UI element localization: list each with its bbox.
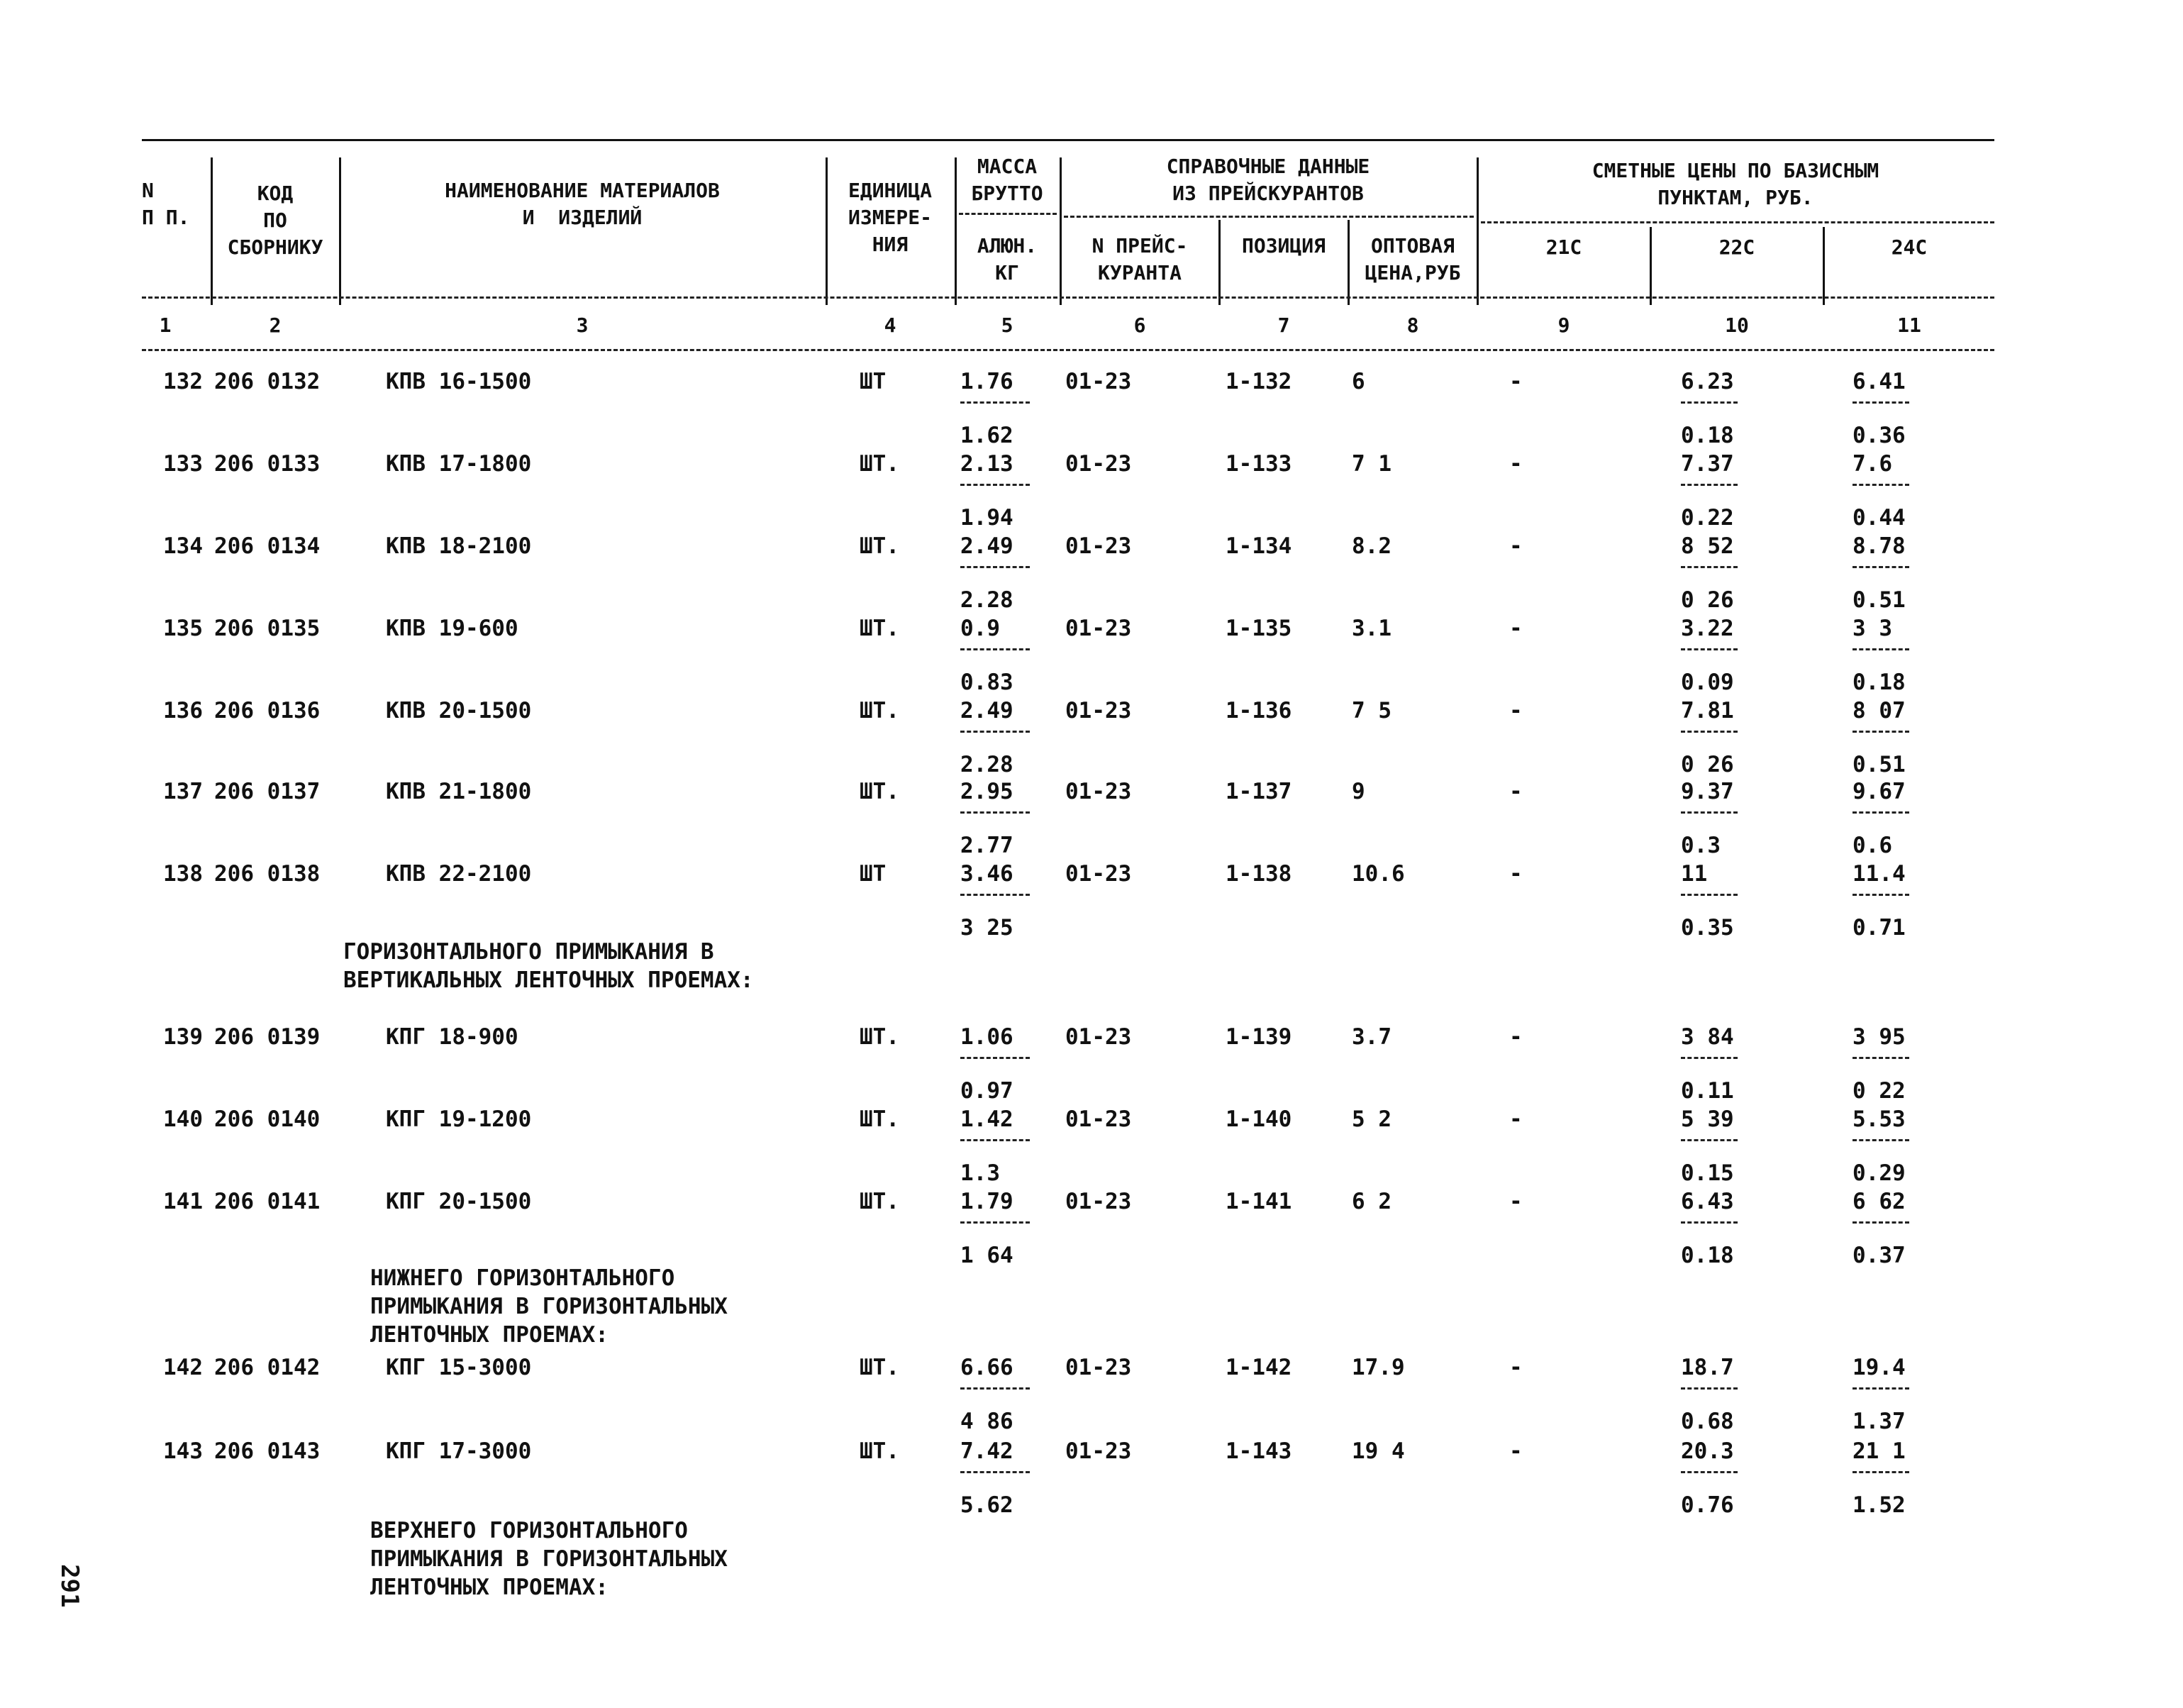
row-name: КПВ 18-2100 bbox=[386, 533, 532, 559]
row-position: 1-141 bbox=[1226, 1189, 1292, 1214]
fraction-divider bbox=[960, 1221, 1030, 1224]
row-22c-alt: 0 26 bbox=[1681, 587, 1734, 613]
fraction-divider bbox=[1853, 1057, 1909, 1059]
row-wholesale: 3.7 bbox=[1352, 1024, 1392, 1050]
row-24c-alt: 0.71 bbox=[1853, 915, 1906, 941]
fraction-divider bbox=[960, 1387, 1030, 1390]
row-22c: 20.3 bbox=[1681, 1438, 1734, 1464]
row-wholesale: 10.6 bbox=[1352, 861, 1405, 887]
column-number: 7 bbox=[1277, 314, 1290, 337]
row-24c-alt: 1.37 bbox=[1853, 1409, 1906, 1434]
row-22c: 7.81 bbox=[1681, 698, 1734, 723]
row-wholesale: 5 2 bbox=[1352, 1107, 1392, 1132]
fraction-divider bbox=[1681, 1221, 1738, 1224]
row-mass-alt: 2.28 bbox=[960, 587, 1013, 613]
fraction-divider bbox=[1681, 484, 1738, 486]
row-pricelist: 01-23 bbox=[1065, 451, 1132, 477]
row-number: 138 bbox=[163, 861, 203, 887]
row-wholesale: 8.2 bbox=[1352, 533, 1392, 559]
row-mass-alt: 1.94 bbox=[960, 505, 1013, 531]
column-number: 2 bbox=[269, 314, 282, 337]
header-col-pricelist: N ПРЕЙС- КУРАНТА bbox=[1092, 234, 1188, 284]
row-number: 142 bbox=[163, 1355, 203, 1380]
header-col-mass-unit: АЛЮН. КГ bbox=[977, 234, 1038, 284]
row-wholesale: 19 4 bbox=[1352, 1438, 1405, 1464]
fraction-divider bbox=[1853, 648, 1909, 650]
row-21c: - bbox=[1509, 1107, 1523, 1132]
fraction-divider bbox=[960, 648, 1030, 650]
row-22c: 9.37 bbox=[1681, 779, 1734, 804]
row-name: КПВ 17-1800 bbox=[386, 451, 532, 477]
row-code: 206 0135 bbox=[214, 616, 321, 641]
row-number: 133 bbox=[163, 451, 203, 477]
row-position: 1-142 bbox=[1226, 1355, 1292, 1380]
row-24c-alt: 1.52 bbox=[1853, 1492, 1906, 1518]
column-number: 1 bbox=[159, 314, 172, 337]
fraction-divider bbox=[960, 1057, 1030, 1059]
header-col-mass: МАССА БРУТТО bbox=[971, 155, 1043, 205]
row-22c-alt: 0.76 bbox=[1681, 1492, 1734, 1518]
row-22c: 3 84 bbox=[1681, 1024, 1734, 1050]
header-col-unit: ЕДИНИЦА ИЗМЕРЕ- НИЯ bbox=[848, 179, 932, 256]
row-mass-alt: 1.62 bbox=[960, 423, 1013, 448]
section-title: НИЖНЕГО ГОРИЗОНТАЛЬНОГО ПРИМЫКАНИЯ В ГОРИЗОНТАЛЬНЫХ ЛЕНТОЧНЫХ ПРОЕМАХ: bbox=[370, 1265, 728, 1348]
row-wholesale: 7 1 bbox=[1352, 451, 1392, 477]
fraction-divider bbox=[960, 566, 1030, 568]
row-wholesale: 7 5 bbox=[1352, 698, 1392, 723]
row-24c: 11.4 bbox=[1853, 861, 1906, 887]
column-number: 5 bbox=[1001, 314, 1013, 337]
row-code: 206 0143 bbox=[214, 1438, 321, 1464]
row-mass: 6.66 bbox=[960, 1355, 1013, 1380]
row-24c-alt: 0.44 bbox=[1853, 505, 1906, 531]
row-mass-alt: 0.97 bbox=[960, 1078, 1013, 1104]
row-mass-alt: 3 25 bbox=[960, 915, 1013, 941]
section-title: ГОРИЗОНТАЛЬНОГО ПРИМЫКАНИЯ В ВЕРТИКАЛЬНЫХ ЛЕНТОЧНЫХ ПРОЕМАХ: bbox=[343, 939, 754, 993]
row-mass: 1.76 bbox=[960, 369, 1013, 394]
row-21c: - bbox=[1509, 1438, 1523, 1464]
row-22c-alt: 0.18 bbox=[1681, 423, 1734, 448]
row-22c-alt: 0.15 bbox=[1681, 1160, 1734, 1186]
header-rule bbox=[959, 213, 1057, 215]
row-position: 1-143 bbox=[1226, 1438, 1292, 1464]
row-code: 206 0133 bbox=[214, 451, 321, 477]
fraction-divider bbox=[960, 1139, 1030, 1141]
row-code: 206 0141 bbox=[214, 1189, 321, 1214]
row-22c: 6.43 bbox=[1681, 1189, 1734, 1214]
row-21c: - bbox=[1509, 779, 1523, 804]
row-number: 135 bbox=[163, 616, 203, 641]
fraction-divider bbox=[960, 731, 1030, 733]
row-24c: 8 07 bbox=[1853, 698, 1906, 723]
row-21c: - bbox=[1509, 698, 1523, 723]
row-mass: 1.42 bbox=[960, 1107, 1013, 1132]
column-number: 10 bbox=[1725, 314, 1749, 337]
row-21c: - bbox=[1509, 861, 1523, 887]
fraction-divider bbox=[1853, 1471, 1909, 1473]
row-position: 1-139 bbox=[1226, 1024, 1292, 1050]
fraction-divider bbox=[1681, 894, 1738, 896]
row-unit: ШТ. bbox=[860, 533, 899, 559]
row-name: КПВ 21-1800 bbox=[386, 779, 532, 804]
row-number: 134 bbox=[163, 533, 203, 559]
row-position: 1-137 bbox=[1226, 779, 1292, 804]
row-unit: ШТ. bbox=[860, 616, 899, 641]
row-position: 1-138 bbox=[1226, 861, 1292, 887]
row-21c: - bbox=[1509, 533, 1523, 559]
row-22c-alt: 0.22 bbox=[1681, 505, 1734, 531]
row-22c: 3.22 bbox=[1681, 616, 1734, 641]
row-position: 1-132 bbox=[1226, 369, 1292, 394]
row-22c: 5 39 bbox=[1681, 1107, 1734, 1132]
row-name: КПВ 19-600 bbox=[386, 616, 518, 641]
row-24c: 6 62 bbox=[1853, 1189, 1906, 1214]
fraction-divider bbox=[1681, 1387, 1738, 1390]
row-21c: - bbox=[1509, 451, 1523, 477]
row-22c: 6.23 bbox=[1681, 369, 1734, 394]
row-mass: 1.79 bbox=[960, 1189, 1013, 1214]
row-22c: 11 bbox=[1681, 861, 1708, 887]
row-unit: ШТ bbox=[860, 861, 887, 887]
row-mass-alt: 1.3 bbox=[960, 1160, 1000, 1186]
row-pricelist: 01-23 bbox=[1065, 533, 1132, 559]
fraction-divider bbox=[1853, 1221, 1909, 1224]
row-mass: 2.13 bbox=[960, 451, 1013, 477]
row-name: КПГ 18-900 bbox=[386, 1024, 518, 1050]
row-24c-alt: 0 22 bbox=[1853, 1078, 1906, 1104]
row-code: 206 0136 bbox=[214, 698, 321, 723]
row-pricelist: 01-23 bbox=[1065, 1355, 1132, 1380]
fraction-divider bbox=[1853, 1387, 1909, 1390]
row-unit: ШТ. bbox=[860, 1189, 899, 1214]
row-pricelist: 01-23 bbox=[1065, 698, 1132, 723]
row-pricelist: 01-23 bbox=[1065, 861, 1132, 887]
fraction-divider bbox=[1681, 811, 1738, 814]
row-position: 1-135 bbox=[1226, 616, 1292, 641]
row-code: 206 0137 bbox=[214, 779, 321, 804]
row-mass: 7.42 bbox=[960, 1438, 1013, 1464]
row-mass-alt: 2.77 bbox=[960, 833, 1013, 858]
fraction-divider bbox=[1853, 1139, 1909, 1141]
row-mass: 2.49 bbox=[960, 533, 1013, 559]
row-code: 206 0138 bbox=[214, 861, 321, 887]
row-pricelist: 01-23 bbox=[1065, 1107, 1132, 1132]
row-24c: 7.6 bbox=[1853, 451, 1892, 477]
row-number: 139 bbox=[163, 1024, 203, 1050]
row-24c-alt: 0.37 bbox=[1853, 1243, 1906, 1268]
row-code: 206 0139 bbox=[214, 1024, 321, 1050]
row-number: 136 bbox=[163, 698, 203, 723]
row-22c-alt: 0 26 bbox=[1681, 752, 1734, 777]
row-mass-alt: 5.62 bbox=[960, 1492, 1013, 1518]
row-name: КПВ 16-1500 bbox=[386, 369, 532, 394]
row-unit: ШТ. bbox=[860, 1355, 899, 1380]
column-number: 6 bbox=[1133, 314, 1146, 337]
row-22c: 7.37 bbox=[1681, 451, 1734, 477]
row-name: КПВ 22-2100 bbox=[386, 861, 532, 887]
row-24c: 8.78 bbox=[1853, 533, 1906, 559]
header-price-group: СМЕТНЫЕ ЦЕНЫ ПО БАЗИСНЫМ ПУНКТАМ, РУБ. bbox=[1592, 159, 1879, 209]
row-number: 141 bbox=[163, 1189, 203, 1214]
row-position: 1-140 bbox=[1226, 1107, 1292, 1132]
row-mass-alt: 1 64 bbox=[960, 1243, 1013, 1268]
header-col-name: НАИМЕНОВАНИЕ МАТЕРИАЛОВ И ИЗДЕЛИЙ bbox=[445, 179, 720, 229]
row-24c: 3 3 bbox=[1853, 616, 1892, 641]
row-pricelist: 01-23 bbox=[1065, 1189, 1132, 1214]
row-21c: - bbox=[1509, 1024, 1523, 1050]
fraction-divider bbox=[960, 811, 1030, 814]
row-wholesale: 3.1 bbox=[1352, 616, 1392, 641]
header-col-24c: 24С bbox=[1891, 235, 1928, 259]
row-24c-alt: 0.29 bbox=[1853, 1160, 1906, 1186]
fraction-divider bbox=[960, 401, 1030, 404]
row-code: 206 0134 bbox=[214, 533, 321, 559]
header-rule bbox=[142, 296, 1994, 299]
row-wholesale: 6 bbox=[1352, 369, 1365, 394]
fraction-divider bbox=[1681, 648, 1738, 650]
row-unit: ШТ. bbox=[860, 698, 899, 723]
row-name: КПГ 17-3000 bbox=[386, 1438, 532, 1464]
row-mass-alt: 2.28 bbox=[960, 752, 1013, 777]
header-rule bbox=[1064, 216, 1474, 218]
row-name: КПГ 20-1500 bbox=[386, 1189, 532, 1214]
fraction-divider bbox=[1681, 731, 1738, 733]
header-rule bbox=[1481, 221, 1994, 223]
row-21c: - bbox=[1509, 616, 1523, 641]
column-number: 9 bbox=[1557, 314, 1570, 337]
header-col-22c: 22С bbox=[1718, 235, 1755, 259]
row-24c-alt: 0.6 bbox=[1853, 833, 1892, 858]
row-position: 1-136 bbox=[1226, 698, 1292, 723]
row-mass: 0.9 bbox=[960, 616, 1000, 641]
fraction-divider bbox=[1853, 811, 1909, 814]
row-mass: 2.49 bbox=[960, 698, 1013, 723]
row-pricelist: 01-23 bbox=[1065, 779, 1132, 804]
row-pricelist: 01-23 bbox=[1065, 1438, 1132, 1464]
row-22c-alt: 0.35 bbox=[1681, 915, 1734, 941]
row-mass-alt: 0.83 bbox=[960, 670, 1013, 695]
row-22c-alt: 0.11 bbox=[1681, 1078, 1734, 1104]
row-name: КПГ 19-1200 bbox=[386, 1107, 532, 1132]
fraction-divider bbox=[1681, 1057, 1738, 1059]
column-number: 11 bbox=[1897, 314, 1921, 337]
row-name: КПВ 20-1500 bbox=[386, 698, 532, 723]
row-pricelist: 01-23 bbox=[1065, 616, 1132, 641]
fraction-divider bbox=[1681, 401, 1738, 404]
row-24c-alt: 0.36 bbox=[1853, 423, 1906, 448]
row-21c: - bbox=[1509, 1189, 1523, 1214]
row-unit: ШТ. bbox=[860, 1438, 899, 1464]
row-22c-alt: 0.18 bbox=[1681, 1243, 1734, 1268]
page-number: 291 bbox=[55, 1564, 84, 1608]
fraction-divider bbox=[1681, 566, 1738, 568]
row-unit: ШТ. bbox=[860, 451, 899, 477]
row-pricelist: 01-23 bbox=[1065, 1024, 1132, 1050]
column-number: 8 bbox=[1406, 314, 1419, 337]
row-unit: ШТ. bbox=[860, 779, 899, 804]
row-wholesale: 6 2 bbox=[1352, 1189, 1392, 1214]
fraction-divider bbox=[1853, 894, 1909, 896]
fraction-divider bbox=[960, 1471, 1030, 1473]
row-22c: 18.7 bbox=[1681, 1355, 1734, 1380]
row-mass: 2.95 bbox=[960, 779, 1013, 804]
column-number: 3 bbox=[576, 314, 589, 337]
row-21c: - bbox=[1509, 369, 1523, 394]
row-24c: 19.4 bbox=[1853, 1355, 1906, 1380]
header-col-position: ПОЗИЦИЯ bbox=[1241, 234, 1326, 257]
row-24c-alt: 0.51 bbox=[1853, 587, 1906, 613]
row-number: 140 bbox=[163, 1107, 203, 1132]
row-mass: 1.06 bbox=[960, 1024, 1013, 1050]
fraction-divider bbox=[1853, 566, 1909, 568]
row-22c-alt: 0.3 bbox=[1681, 833, 1721, 858]
row-24c-alt: 0.18 bbox=[1853, 670, 1906, 695]
row-position: 1-134 bbox=[1226, 533, 1292, 559]
row-unit: ШТ. bbox=[860, 1107, 899, 1132]
row-21c: - bbox=[1509, 1355, 1523, 1380]
row-mass-alt: 4 86 bbox=[960, 1409, 1013, 1434]
fraction-divider bbox=[960, 894, 1030, 896]
fraction-divider bbox=[1853, 401, 1909, 404]
row-24c: 5.53 bbox=[1853, 1107, 1906, 1132]
row-unit: ШТ. bbox=[860, 1024, 899, 1050]
row-number: 132 bbox=[163, 369, 203, 394]
header-col-code: КОД ПО СБОРНИКУ bbox=[227, 182, 323, 259]
row-position: 1-133 bbox=[1226, 451, 1292, 477]
header-col-21c: 21С bbox=[1545, 235, 1582, 259]
row-24c: 9.67 bbox=[1853, 779, 1906, 804]
row-number: 137 bbox=[163, 779, 203, 804]
row-mass: 3.46 bbox=[960, 861, 1013, 887]
row-code: 206 0132 bbox=[214, 369, 321, 394]
header-col-number: N П П. bbox=[142, 179, 190, 229]
section-title: ВЕРХНЕГО ГОРИЗОНТАЛЬНОГО ПРИМЫКАНИЯ В ГОРИЗОНТАЛЬНЫХ ЛЕНТОЧНЫХ ПРОЕМАХ: bbox=[370, 1518, 728, 1600]
row-pricelist: 01-23 bbox=[1065, 369, 1132, 394]
header-reference-group: СПРАВОЧНЫЕ ДАННЫЕ ИЗ ПРЕЙСКУРАНТОВ bbox=[1166, 155, 1370, 205]
row-24c: 21 1 bbox=[1853, 1438, 1906, 1464]
row-unit: ШТ bbox=[860, 369, 887, 394]
row-22c: 8 52 bbox=[1681, 533, 1734, 559]
column-number: 4 bbox=[884, 314, 896, 337]
row-24c-alt: 0.51 bbox=[1853, 752, 1906, 777]
row-24c: 6.41 bbox=[1853, 369, 1906, 394]
row-22c-alt: 0.68 bbox=[1681, 1409, 1734, 1434]
fraction-divider bbox=[1853, 731, 1909, 733]
row-wholesale: 17.9 bbox=[1352, 1355, 1405, 1380]
fraction-divider bbox=[960, 484, 1030, 486]
fraction-divider bbox=[1853, 484, 1909, 486]
row-22c-alt: 0.09 bbox=[1681, 670, 1734, 695]
fraction-divider bbox=[1681, 1471, 1738, 1473]
fraction-divider bbox=[1681, 1139, 1738, 1141]
row-code: 206 0140 bbox=[214, 1107, 321, 1132]
header-top-rule bbox=[142, 139, 1994, 141]
row-name: КПГ 15-3000 bbox=[386, 1355, 532, 1380]
header-rule bbox=[142, 349, 1994, 351]
row-code: 206 0142 bbox=[214, 1355, 321, 1380]
row-wholesale: 9 bbox=[1352, 779, 1365, 804]
row-24c: 3 95 bbox=[1853, 1024, 1906, 1050]
row-number: 143 bbox=[163, 1438, 203, 1464]
header-col-wholesale: ОПТОВАЯ ЦЕНА,РУБ bbox=[1365, 234, 1461, 284]
